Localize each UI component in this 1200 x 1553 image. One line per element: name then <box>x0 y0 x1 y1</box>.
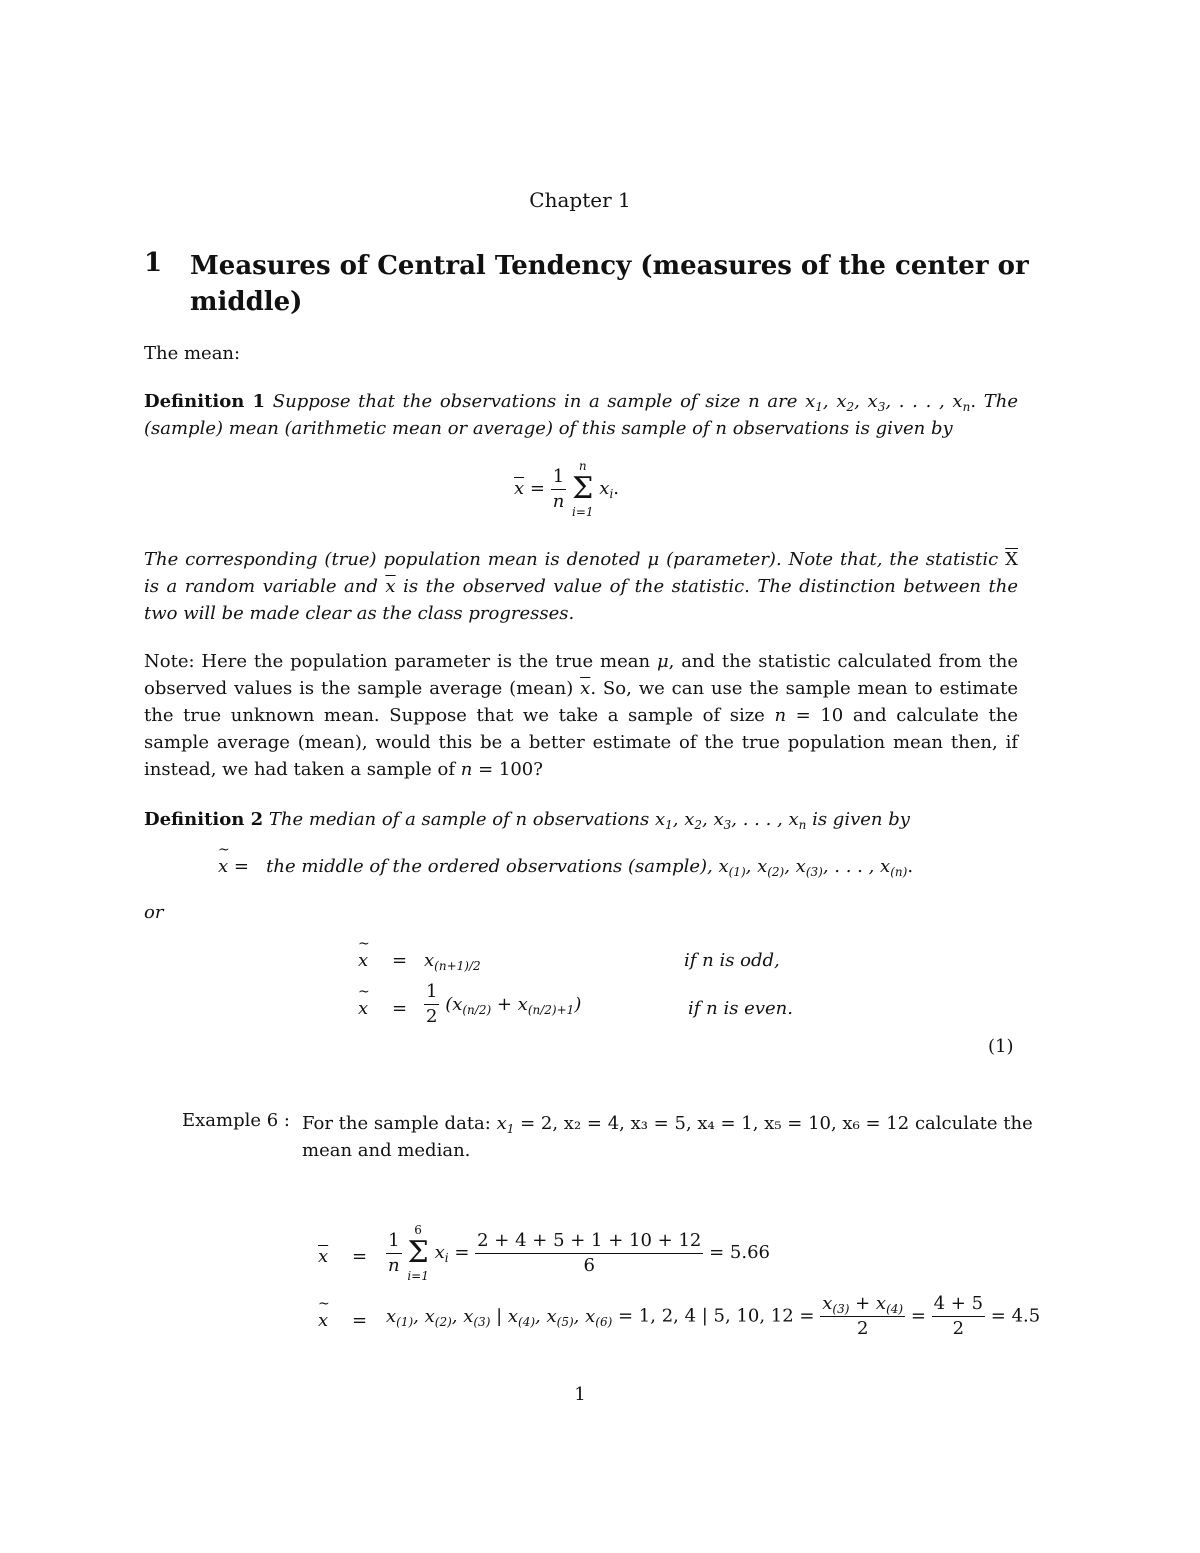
example-text: For the sample data: $x_1 = 2$, x₂ = 4, x₃ = 5, x₄ = 1, x₅ = 10, x₆ = 12 calculate the mean and median. <box>302 1113 1033 1161</box>
median-calc-lhs: ~ x <box>318 1310 328 1331</box>
mean-calc-lhs: $\overline{x}$ <box>318 1246 329 1267</box>
mean-formula: $\overline{x}$ = $\frac{1}{n}$ n Σ i=1 $x_i$. <box>514 459 620 519</box>
or-text: or <box>144 902 164 923</box>
example-label: Example 6 : <box>182 1110 290 1131</box>
intro-text: The mean: <box>144 343 241 364</box>
median-odd-rhs: $x_{(n+1)/2}$ <box>424 950 481 973</box>
page-number: 1 <box>574 1384 586 1405</box>
note-paragraph: Note: Here the population parameter is the true mean μ, and the statistic calculated from the observed values is the sample average (mean) $\overline{x}$. So, we can use the sample mean to estimate the true unknown mean. Suppose that we take a sample of size n = 10 and calculate the sample average (mean), would this be a better estimate of the true population mean then, if instead, we had taken a sample of n = 100? <box>144 651 1018 780</box>
definition-1-label: Definition 1 <box>144 391 266 412</box>
definition-2-label: Definition 2 <box>144 809 264 830</box>
definition-1: Definition 1 Suppose that the observations in a sample of size n are $x_1$, $x_2$, $x_3$, . . . , $x_n$. The (sample) mean (arithmetic mean or average) of this sample of n observations is given by <box>144 391 1018 439</box>
population-mean-paragraph: The corresponding (true) population mean is denoted μ (parameter). Note that, the statistic $\overline{X}$ is a random variable and $\overline{x}$ is the observed value of the statistic. The distinction between the two will be made clear as the class progresses. <box>144 549 1018 624</box>
mean-calculation: $\frac{1}{n}$ 6 Σ i=1 $x_i$ = $\frac{2 + 4 + 5 + 1 + 10 + 12}{6}$ = 5.66 <box>388 1223 770 1283</box>
median-even-lhs: ~ x <box>358 998 368 1019</box>
median-even-rhs: $\frac{1}{2}$ $(x_{(n/2)} + x_{(n/2)+1})$ <box>426 981 582 1027</box>
section-number: 1 <box>144 248 163 278</box>
section-title: Measures of Central Tendency (measures of the center or middle) <box>190 251 1029 317</box>
equation-number: (1) <box>988 1036 1014 1057</box>
median-definition-formula: ~ x = the middle of the ordered observations (sample), $x_{(1)}$, $x_{(2)}$, $x_{(3)}$, . . . , $x_{(n)}$. <box>218 856 913 877</box>
median-odd-condition: if n is odd, <box>684 950 780 971</box>
definition-2: Definition 2 The median of a sample of n observations $x_1$, $x_2$, $x_3$, . . . , $x_n$ is given by <box>144 809 910 832</box>
median-even-condition: if n is even. <box>688 998 793 1019</box>
median-calculation: $x_{(1)}$, $x_{(2)}$, $x_{(3)}$ | $x_{(4)}$, $x_{(5)}$, $x_{(6)} = 1$, 2, 4 | 5, 10, 12 = $\frac{x_{(3)} + x_{(4)}}{2}$ = $\frac{4 + 5}{2}$ = 4.5 <box>386 1293 1041 1339</box>
chapter-heading: Chapter 1 <box>529 188 631 212</box>
median-odd-lhs: ~ x <box>358 950 368 971</box>
document-page: Chapter 1 1 Measures of Central Tendency (measures of the center or middle) The mean: Definition 1 Suppose that the observations in a sample of size n are $x_1$, $x_2$, $x_3$, . . . , $x_n$. The (sample) mean (arithmetic mean or average) of this sample of n observations is given by $\overline{x}$ = $\frac{1}{n}$ n Σ i=1 $x_i$. The corresponding (true) population mean is denoted μ (parameter). Note that, the statistic $\overline{X}$ is a random variable and $\overline{x}$ is the observed value of the statistic. The distinction between the two will be made clear as the class progresses. Note: Here the population parameter is the true mean μ, and the statistic calculated from the observed values is the sample average (mean) $\overline{x}$. So, we can use the sample mean to estimate the true unknown mean. Suppose that we take a sample of size n = 10 and calculate the sample average (mean), would this be a better estimate of the true population mean then, if instead, we had taken a sample of n = 100? Definition 2 The median of a sample of n observations $x_1$, $x_2$, $x_3$, . . . , $x_n$ is given by ~ x = the middle of the ordered observations (sample), $x_{(1)}$, $x_{(2)}$, $x_{(3)}$, . . . , $x_{(n)}$. or ~ x = $x_{(n+1)/2}$ if n is odd, ~ x = $\frac{1}{2}$ $(x_{(n/2)} + x_{(n/2)+1})$ if n is even. (1) Example 6 : For the sample data: $x_1 = 2$, x₂ = 4, x₃ = 5, x₄ = 1, x₅ = 10, x₆ = 12 calculate the mean and median. $\overline{x}$ = $\frac{1}{n}$ 6 Σ i=1 $x_i$ = $\frac{2 + 4 + 5 + 1 + 10 + 12}{6}$ = 5.66 ~ x = $x_{(1)}$, $x_{(2)}$, $x_{(3)}$ | $x_{(4)}$, $x_{(5)}$, $x_{(6)} = 1$, 2, 4 | 5, 10, 12 = $\frac{x_{(3)} + x_{(4)}}{2}$ = $\frac{4 + 5}{2}$ = 4.5 1 <box>0 0 1200 1553</box>
